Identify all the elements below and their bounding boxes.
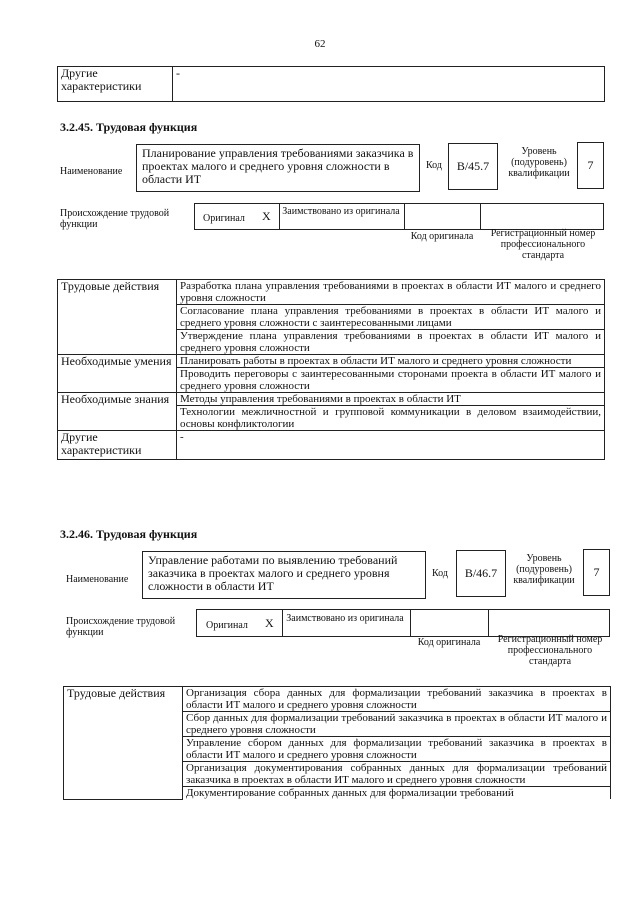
f2-divider-2 bbox=[410, 609, 411, 637]
f1-cell: Методы управления требованиями в проектах в области ИТ bbox=[177, 393, 605, 406]
f2-borrowed-label: Заимствовано из оригинала bbox=[286, 613, 404, 624]
f2-original-label: Оригинал bbox=[206, 620, 248, 631]
f1-details-table bbox=[57, 279, 605, 460]
f1-cell: - bbox=[177, 431, 605, 460]
f1-reg-number-label: Регистрационный номер профессионального стандарта bbox=[490, 228, 596, 261]
f1-divider-1 bbox=[279, 203, 280, 230]
f2-cell: Документирование собранных данных для формализации требований bbox=[183, 787, 611, 800]
f1-level-label: Уровень (подуровень) квалификации bbox=[508, 146, 570, 179]
f1-code-value: B/45.7 bbox=[448, 143, 498, 190]
f2-row-label: Трудовые действия bbox=[64, 687, 183, 800]
f1-row-label: Трудовые действия bbox=[58, 280, 177, 355]
f1-name-value: Планирование управления требованиями заказчика в проектах малого и среднего уровня сложности в области ИТ bbox=[136, 144, 420, 192]
top-other-characteristics-table bbox=[57, 66, 605, 102]
f1-name-label: Наименование bbox=[60, 166, 123, 177]
other-characteristics-label: Другие характеристики bbox=[58, 67, 173, 102]
f1-original-label: Оригинал bbox=[203, 213, 245, 224]
f1-original-mark: X bbox=[262, 209, 271, 223]
f2-name-value: Управление работами по выявлению требований заказчика в проектах малого и среднего уровня сложности в области ИТ bbox=[142, 551, 426, 599]
f1-borrowed-label: Заимствовано из оригинала bbox=[282, 206, 400, 217]
f2-orig-code-label: Код оригинала bbox=[417, 637, 481, 648]
f1-row-label: Другие характеристики bbox=[58, 431, 177, 460]
f1-orig-code-label: Код оригинала bbox=[410, 231, 474, 242]
f2-cell: Организация сбора данных для формализации требований заказчика в проектах в области ИТ малого и среднего уровня сложности bbox=[183, 687, 611, 712]
f2-code-value: B/46.7 bbox=[456, 550, 506, 597]
f1-cell: Технологии межличностной и групповой коммуникации в деловом взаимодействии, основы конфликтологии bbox=[177, 406, 605, 431]
f2-cell: Организация документирования собранных данных для формализации требований заказчика в проектах в области ИТ малого и среднего уровня сложности bbox=[183, 762, 611, 787]
f2-reg-number-label: Регистрационный номер профессионального стандарта bbox=[497, 634, 603, 667]
f1-row-label: Необходимые умения bbox=[58, 355, 177, 393]
f2-origin-label: Происхождение трудовой функции bbox=[66, 616, 176, 638]
f2-code-label: Код bbox=[432, 568, 448, 579]
f2-cell: Управление сбором данных для формализации требований заказчика в проектах в области ИТ малого и среднего уровня сложности bbox=[183, 737, 611, 762]
f1-divider-2 bbox=[404, 203, 405, 230]
f1-cell: Проводить переговоры с заинтересованными сторонами проекта в области ИТ малого и среднего уровня сложности bbox=[177, 368, 605, 393]
f2-divider-3 bbox=[488, 609, 489, 637]
f1-cell: Разработка плана управления требованиями в проектах в области ИТ малого и среднего уровня сложности bbox=[177, 280, 605, 305]
f1-code-label: Код bbox=[426, 160, 442, 171]
f1-level-value: 7 bbox=[577, 142, 604, 189]
f1-divider-3 bbox=[480, 203, 481, 230]
f2-details-table bbox=[63, 686, 611, 800]
f2-original-mark: X bbox=[265, 616, 274, 630]
f1-cell: Согласование плана управления требованиями в проектах в области ИТ малого и среднего уровня сложности с заинтересованными лицами bbox=[177, 305, 605, 330]
f1-row-label: Необходимые знания bbox=[58, 393, 177, 431]
f2-level-value: 7 bbox=[583, 549, 610, 596]
other-characteristics-value: - bbox=[173, 67, 605, 102]
function-1-title: 3.2.45. Трудовая функция bbox=[60, 120, 198, 134]
page-number: 62 bbox=[314, 38, 326, 50]
f2-level-label: Уровень (подуровень) квалификации bbox=[513, 553, 575, 586]
f2-divider-1 bbox=[282, 609, 283, 637]
f2-name-label: Наименование bbox=[66, 574, 129, 585]
f1-cell: Планировать работы в проектах в области ИТ малого и среднего уровня сложности bbox=[177, 355, 605, 368]
f2-cell: Сбор данных для формализации требований заказчика в проектах в области ИТ малого и среднего уровня сложности bbox=[183, 712, 611, 737]
f1-origin-label: Происхождение трудовой функции bbox=[60, 208, 170, 230]
function-2-title: 3.2.46. Трудовая функция bbox=[60, 527, 198, 541]
f1-cell: Утверждение плана управления требованиями в проектах в области ИТ малого и среднего уровня сложности bbox=[177, 330, 605, 355]
